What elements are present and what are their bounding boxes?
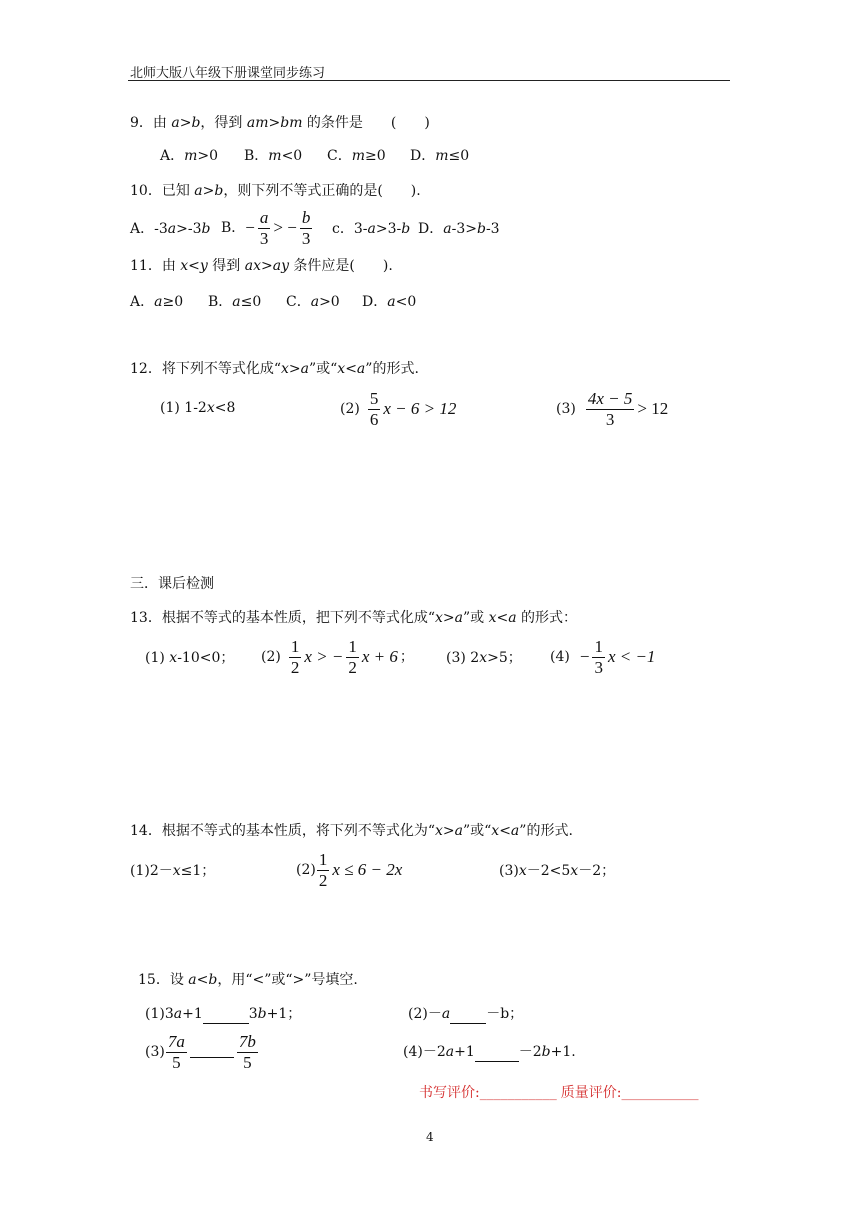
q10-option-c-var-b: b bbox=[401, 221, 411, 237]
q11-stem-text: 11．由 bbox=[130, 258, 181, 274]
q14-part-1-label: (1)2－ bbox=[130, 863, 173, 879]
q10-frac-a-den: 3 bbox=[259, 228, 269, 248]
q15-stem-b: ，用“<”或“>”号填空. bbox=[217, 972, 358, 988]
q11-var-ay: ay bbox=[272, 258, 289, 274]
q14-part-3-label: (3) bbox=[499, 863, 519, 879]
q13-part-4-den: 3 bbox=[594, 657, 603, 677]
question-15-stem bbox=[138, 970, 358, 990]
evaluation-line bbox=[419, 1082, 698, 1102]
q11-option-a-rel: ≥0 bbox=[162, 294, 184, 310]
q10-option-d-mid: -3> bbox=[451, 221, 477, 237]
q10-option-c-var-a: a bbox=[367, 221, 376, 237]
q15-part-2-tail: －b； bbox=[486, 1006, 524, 1022]
q9-option-a-label: A． bbox=[160, 148, 185, 164]
q11-option-c-label: C． bbox=[286, 294, 311, 310]
q10-tail-text: ，则下列不等式正确的是( ). bbox=[223, 183, 421, 199]
q9-gt2: > bbox=[268, 115, 281, 131]
q13-part-4 bbox=[550, 634, 655, 680]
q14-part-3-tail: －2； bbox=[578, 863, 616, 879]
q15-part-4-answer-blank[interactable] bbox=[475, 1061, 519, 1062]
q14-part-3-var-2: x bbox=[570, 863, 579, 879]
q10-option-b-frac-b bbox=[300, 208, 313, 249]
q12-part-2-tail: x − 6 > 12 bbox=[383, 399, 457, 418]
q15-lt: < bbox=[196, 972, 209, 988]
q9-option-d-rel: ≤0 bbox=[448, 148, 470, 164]
q13-part-2-tail: x + 6 bbox=[361, 647, 398, 666]
q9-option-d bbox=[410, 146, 469, 166]
q13-stem-c: 的形式： bbox=[516, 610, 578, 626]
q13-part-4-frac bbox=[592, 637, 605, 678]
q9-stem-text: 9．由 bbox=[130, 115, 172, 131]
q10-frac-b-num: b bbox=[301, 207, 311, 227]
q15-part-4 bbox=[403, 1042, 576, 1062]
q11-option-d-rel: <0 bbox=[395, 294, 417, 310]
q14-part-2-num: 1 bbox=[318, 849, 328, 869]
q9-gt: > bbox=[179, 115, 192, 131]
q15-part-3-frac-2 bbox=[237, 1032, 258, 1073]
q13-form-2: x<a bbox=[488, 610, 517, 626]
question-14-stem bbox=[130, 821, 573, 841]
q15-part-4-var-b: b bbox=[541, 1044, 551, 1060]
q11-option-d bbox=[362, 292, 416, 312]
q15-part-1-tail: +1； bbox=[266, 1006, 302, 1022]
q15-var-a: a bbox=[188, 972, 197, 988]
q13-part-3 bbox=[446, 648, 522, 668]
q12-part-2 bbox=[340, 386, 456, 432]
q13-form-1: x>a bbox=[434, 610, 463, 626]
q11-option-c-rel: >0 bbox=[319, 294, 340, 310]
q9-option-c bbox=[327, 146, 386, 166]
q10-option-d bbox=[418, 219, 500, 239]
q11-option-b-rel: ≤0 bbox=[240, 294, 262, 310]
q13-part-1-label: (1) bbox=[145, 650, 170, 666]
q13-part-3-tail: >5； bbox=[487, 650, 522, 666]
q13-part-2-frac-2 bbox=[346, 637, 359, 678]
q14-part-1 bbox=[130, 861, 215, 881]
q9-var-am: am bbox=[246, 115, 269, 131]
q11-var-y: y bbox=[199, 258, 208, 274]
q12-form-1: x>a bbox=[280, 361, 309, 377]
q14-stem-a: 14．根据不等式的基本性质，将下列不等式化为“ bbox=[130, 823, 435, 839]
q9-option-a-var: m bbox=[184, 148, 198, 164]
question-10-stem bbox=[130, 181, 421, 201]
q11-var-ax: ax bbox=[244, 258, 261, 274]
q11-option-b-label: B． bbox=[208, 294, 233, 310]
q11-option-b-var: a bbox=[232, 294, 241, 310]
q11-option-a-label: A． bbox=[130, 294, 155, 310]
q15-part-3-num-1: 7a bbox=[167, 1031, 185, 1051]
q15-part-1 bbox=[145, 1004, 301, 1024]
q11-mid-text: 得到 bbox=[207, 258, 245, 274]
q15-stem-a: 15．设 bbox=[138, 972, 189, 988]
q12-stem-b: ”或“ bbox=[308, 361, 338, 377]
q15-part-2-label: (2)－ bbox=[408, 1006, 442, 1022]
quality-evaluation-blank[interactable]: ___________ bbox=[621, 1085, 699, 1101]
q9-option-c-rel: ≥0 bbox=[365, 148, 386, 164]
q14-form-1: x>a bbox=[434, 823, 463, 839]
q13-part-3-var: x bbox=[479, 650, 488, 666]
q15-part-1-label: (1)3 bbox=[145, 1006, 174, 1022]
q12-part-3-tail: > 12 bbox=[637, 399, 669, 418]
q15-var-b: b bbox=[208, 972, 218, 988]
q11-tail-text: 条件应是( ). bbox=[288, 258, 393, 274]
writing-evaluation-label: 书写评价: bbox=[419, 1085, 480, 1101]
q11-option-d-label: D． bbox=[362, 294, 388, 310]
q13-stem-b: ”或 bbox=[462, 610, 489, 626]
q10-option-c-mid: >3- bbox=[375, 221, 402, 237]
q14-part-2 bbox=[296, 847, 402, 893]
q13-part-2-num-1: 1 bbox=[290, 636, 300, 656]
q12-part-3 bbox=[556, 386, 668, 432]
q15-part-3-answer-blank[interactable] bbox=[190, 1047, 234, 1058]
q14-part-2-tail: x ≤ 6 − 2x bbox=[332, 860, 403, 879]
q11-option-a-var: a bbox=[154, 294, 163, 310]
q13-part-2 bbox=[261, 634, 414, 680]
q12-part-3-label: (3) bbox=[556, 401, 576, 417]
q10-frac-b-den: 3 bbox=[301, 228, 311, 248]
q12-stem-c: ”的形式. bbox=[365, 361, 419, 377]
q10-option-a-mid: >-3 bbox=[176, 221, 202, 237]
q9-option-a bbox=[160, 146, 218, 166]
q15-part-4-label: (4)－2 bbox=[403, 1044, 446, 1060]
q14-part-2-den: 2 bbox=[318, 870, 328, 890]
q14-stem-c: ”的形式. bbox=[519, 823, 573, 839]
q12-part-1 bbox=[160, 398, 235, 418]
quality-evaluation-label: 质量评价: bbox=[560, 1085, 622, 1101]
q9-option-b bbox=[244, 146, 302, 166]
q15-part-1-var-b: b bbox=[257, 1006, 267, 1022]
q12-part-3-den: 3 bbox=[605, 409, 615, 429]
q15-part-2-var-a: a bbox=[441, 1006, 451, 1022]
q9-option-b-rel: <0 bbox=[281, 148, 303, 164]
q15-part-4-tail: +1. bbox=[550, 1044, 576, 1060]
q12-part-1-label: (1) 1-2 bbox=[160, 400, 207, 416]
q15-part-2-answer-blank[interactable] bbox=[450, 1023, 486, 1024]
q12-part-2-frac bbox=[368, 389, 381, 430]
q14-part-1-tail: ≤1； bbox=[180, 863, 216, 879]
q13-part-4-num: 1 bbox=[594, 636, 603, 656]
q13-part-1-var: x bbox=[169, 650, 178, 666]
header-title: 北师大版八年级下册课堂同步练习 bbox=[130, 66, 326, 81]
q15-part-3-den-2: 5 bbox=[243, 1052, 252, 1072]
q10-gt: > bbox=[202, 183, 215, 199]
q15-part-1-answer-blank[interactable] bbox=[203, 1023, 249, 1024]
q10-option-b-label: B． bbox=[221, 220, 246, 236]
q9-option-c-label: C． bbox=[327, 148, 352, 164]
q12-part-1-var: x bbox=[206, 400, 215, 416]
q10-option-a-var-a: a bbox=[167, 221, 177, 237]
q15-part-4-var-a: a bbox=[445, 1044, 455, 1060]
q9-option-d-var: m bbox=[435, 148, 449, 164]
q15-part-3-den-1: 5 bbox=[172, 1052, 181, 1072]
question-9-stem bbox=[130, 113, 430, 133]
question-13-stem bbox=[130, 608, 577, 628]
q12-part-1-tail: <8 bbox=[214, 400, 236, 416]
q14-stem-b: ”或“ bbox=[462, 823, 492, 839]
q10-option-b-frac-a bbox=[258, 208, 271, 249]
q11-option-a bbox=[130, 292, 183, 312]
q10-option-d-var-a: a bbox=[443, 221, 452, 237]
q10-option-c bbox=[332, 219, 410, 239]
q15-part-3-frac-1 bbox=[166, 1032, 187, 1073]
q13-part-1-tail: -10<0； bbox=[177, 650, 235, 666]
q12-part-3-num: 4x − 5 bbox=[587, 388, 633, 408]
q10-option-b-minus: − bbox=[245, 218, 255, 237]
q14-part-1-var: x bbox=[172, 863, 181, 879]
q11-gt: > bbox=[260, 258, 273, 274]
q11-option-c-var: a bbox=[310, 294, 320, 310]
q9-var-bm: bm bbox=[280, 115, 303, 131]
q10-frac-a-num: a bbox=[259, 207, 269, 227]
q15-part-4-after: －2 bbox=[518, 1044, 542, 1060]
q11-lt: < bbox=[188, 258, 200, 274]
q12-part-2-den: 6 bbox=[369, 409, 379, 429]
q9-option-b-label: B． bbox=[244, 148, 269, 164]
q14-part-2-frac bbox=[317, 850, 330, 891]
question-11-stem bbox=[130, 256, 393, 276]
q15-part-3-label: (3) bbox=[145, 1044, 165, 1060]
q13-part-1 bbox=[145, 648, 234, 668]
q10-option-d-label: D． bbox=[418, 221, 444, 237]
q14-form-2: x<a bbox=[491, 823, 520, 839]
q10-option-a-var-b: b bbox=[201, 221, 211, 237]
q15-part-1-mid: +1 bbox=[182, 1006, 203, 1022]
q9-var-b: b bbox=[191, 115, 201, 131]
q15-part-3-num-2: 7b bbox=[238, 1031, 256, 1051]
q12-part-3-frac bbox=[586, 389, 635, 430]
q15-part-2 bbox=[408, 1004, 523, 1024]
q13-part-3-label: (3) 2 bbox=[446, 650, 480, 666]
q13-part-2-den-2: 2 bbox=[348, 657, 357, 677]
header-rule bbox=[128, 80, 730, 81]
q12-part-2-num: 5 bbox=[369, 388, 379, 408]
q10-option-b-rel: > − bbox=[273, 218, 297, 237]
q11-option-b bbox=[208, 292, 261, 312]
q10-option-d-tail: -3 bbox=[485, 221, 500, 237]
q10-stem-text: 10．已知 bbox=[130, 183, 195, 199]
q13-part-4-tail: x < −1 bbox=[607, 647, 656, 666]
q9-option-a-rel: >0 bbox=[197, 148, 219, 164]
q14-part-3-var: x bbox=[518, 863, 527, 879]
writing-evaluation-blank[interactable]: ___________ bbox=[479, 1085, 557, 1101]
q10-option-a-label: A．-3 bbox=[130, 221, 168, 237]
q15-part-4-mid: +1 bbox=[454, 1044, 475, 1060]
q15-part-1-after: 3 bbox=[248, 1006, 258, 1022]
q9-option-d-label: D． bbox=[410, 148, 436, 164]
q15-part-1-var-a: a bbox=[173, 1006, 183, 1022]
q13-part-2-end: ； bbox=[399, 649, 414, 665]
q9-tail-text: 的条件是 ( ) bbox=[302, 115, 430, 131]
q10-var-a: a bbox=[194, 183, 203, 199]
q11-var-x: x bbox=[180, 258, 189, 274]
q12-part-2-label: (2) bbox=[340, 401, 360, 417]
q14-part-2-label: (2) bbox=[296, 862, 316, 878]
q10-option-b bbox=[221, 205, 315, 251]
q13-part-2-num-2: 1 bbox=[348, 636, 357, 656]
q13-part-4-label: (4) bbox=[550, 649, 570, 665]
q15-part-3 bbox=[145, 1029, 261, 1075]
q13-part-4-minus: − bbox=[579, 647, 590, 666]
q14-part-3 bbox=[499, 861, 615, 881]
q9-mid-text: ，得到 bbox=[200, 115, 247, 131]
q12-form-2: x<a bbox=[337, 361, 366, 377]
q10-option-a bbox=[130, 219, 210, 239]
q13-part-2-mid: x > − bbox=[304, 647, 344, 666]
q9-var-a: a bbox=[171, 115, 180, 131]
page-number: 4 bbox=[426, 1130, 434, 1144]
q13-part-2-frac-1 bbox=[289, 637, 302, 678]
q10-var-b: b bbox=[214, 183, 224, 199]
q13-stem-a: 13．根据不等式的基本性质，把下列不等式化成“ bbox=[130, 610, 435, 626]
q13-part-2-den-1: 2 bbox=[290, 657, 300, 677]
q11-option-d-var: a bbox=[387, 294, 396, 310]
q10-option-c-label: c．3- bbox=[332, 221, 368, 237]
q14-part-3-mid: －2<5 bbox=[526, 863, 571, 879]
q11-option-c bbox=[286, 292, 340, 312]
section-3-title: 三．课后检测 bbox=[130, 576, 214, 592]
q10-option-d-var-b: b bbox=[476, 221, 486, 237]
q9-option-c-var: m bbox=[351, 148, 365, 164]
q13-part-2-label: (2) bbox=[261, 649, 281, 665]
q9-option-b-var: m bbox=[268, 148, 282, 164]
q12-stem-a: 12．将下列不等式化成“ bbox=[130, 361, 281, 377]
question-12-stem bbox=[130, 359, 419, 379]
